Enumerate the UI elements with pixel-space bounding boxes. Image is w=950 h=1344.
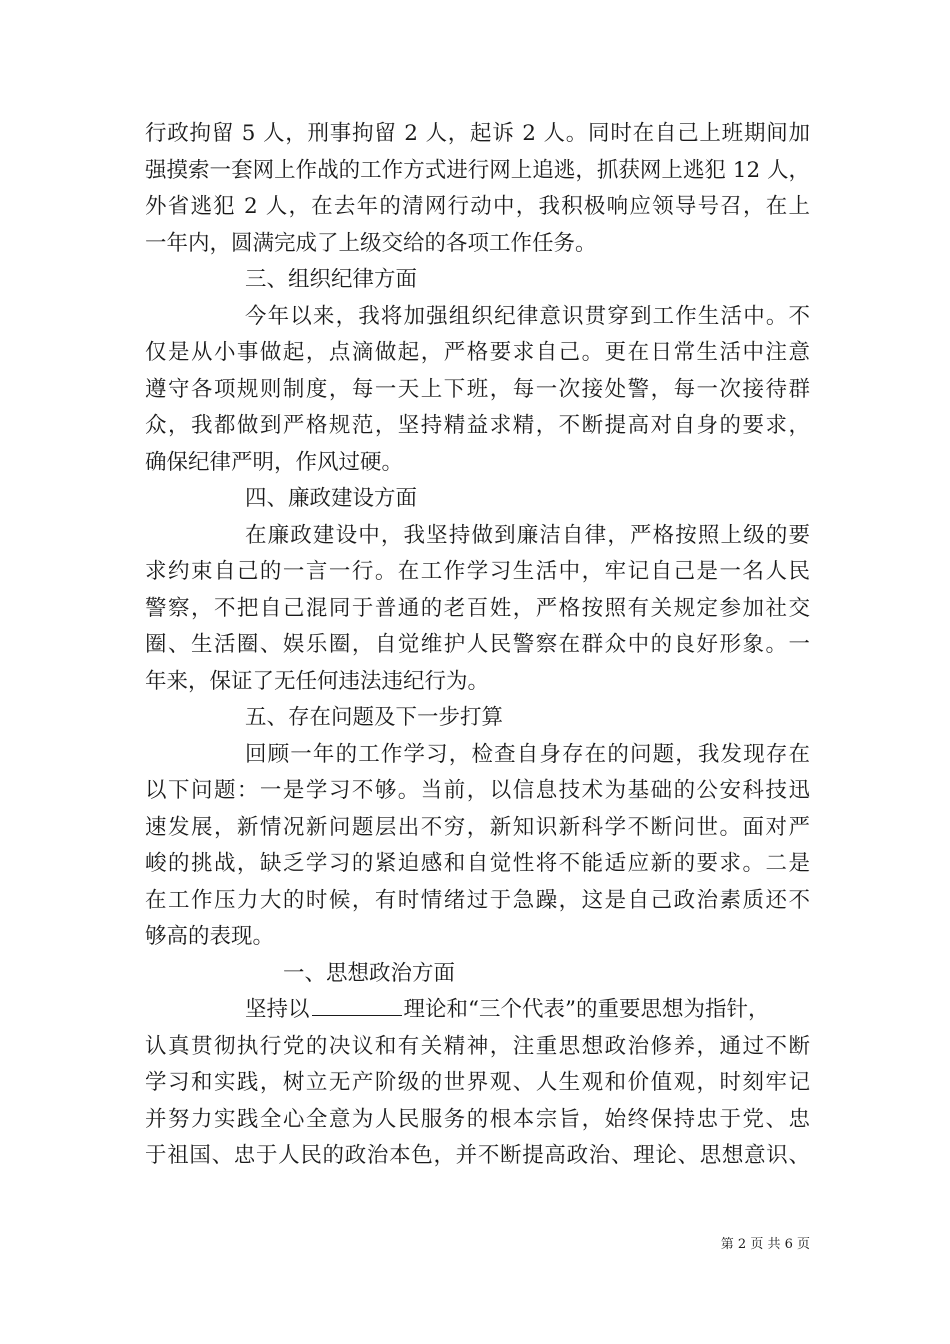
- body-line: 在工作压力大的时候，有时情绪过于急躁，这是自己政治素质还不: [145, 887, 810, 913]
- body-line: 回顾一年的工作学习，检查自身存在的问题，我发现存在: [245, 741, 810, 767]
- body-line: 外省逃犯 2 人，在去年的清网行动中，我积极响应领导号召，在上: [145, 194, 810, 219]
- body-line: 遵守各项规则制度，每一天上下班，每一次接处警，每一次接待群: [145, 376, 810, 402]
- body-line: 在廉政建设中，我坚持做到廉洁自律，严格按照上级的要: [245, 522, 810, 548]
- body-line: 峻的挑战，缺乏学习的紧迫感和自觉性将不能适应新的要求。二是: [145, 851, 810, 876]
- section-heading: 五、存在问题及下一步打算: [245, 705, 504, 730]
- body-line: 以下问题：一是学习不够。当前，以信息技术为基础的公安科技迅: [145, 778, 810, 803]
- section-heading: 四、廉政建设方面: [245, 486, 418, 511]
- document-body: [145, 116, 810, 1175]
- section-heading: 三、组织纪律方面: [245, 267, 418, 292]
- body-line: 仅是从小事做起，点滴做起，严格要求自己。更在日常生活中注意: [145, 340, 810, 365]
- body-line: 学习和实践，树立无产阶级的世界观、人生观和价值观，时刻牢记: [145, 1070, 810, 1095]
- body-line: 确保纪律严明，作风过硬。: [145, 449, 404, 475]
- body-line: 警察，不把自己混同于普通的老百姓，严格按照有关规定参加社交: [145, 595, 810, 621]
- body-line: 强摸索一套网上作战的工作方式进行网上追逃，抓获网上逃犯 12 人，: [145, 157, 810, 183]
- section-heading: 一、思想政治方面: [283, 960, 456, 986]
- body-line-with-blank: [145, 992, 810, 1029]
- body-text-before-blank: 坚持以: [245, 997, 310, 1022]
- body-line: 众，我都做到严格规范，坚持精益求精，不断提高对自身的要求，: [145, 413, 810, 438]
- body-line: 行政拘留 5 人，刑事拘留 2 人，起诉 2 人。同时在自己上班期间加: [145, 121, 810, 146]
- body-line: 年来，保证了无任何违法违纪行为。: [145, 668, 490, 694]
- body-text-after-blank: 理论和“三个代表”的重要思想为指针，: [403, 997, 770, 1022]
- body-line: 速发展，新情况新问题层出不穷，新知识新科学不断问世。面对严: [145, 814, 810, 840]
- body-line: 圈、生活圈、娱乐圈，自觉维护人民警察在群众中的良好形象。一: [145, 632, 810, 657]
- body-line: 认真贯彻执行党的决议和有关精神，注重思想政治修养，通过不断: [145, 1033, 810, 1059]
- body-line: 今年以来，我将加强组织纪律意识贯穿到工作生活中。不: [245, 303, 810, 329]
- body-line: 于祖国、忠于人民的政治本色，并不断提高政治、理论、思想意识、: [145, 1143, 810, 1168]
- body-line: 够高的表现。: [145, 924, 275, 949]
- body-line: 并努力实践全心全意为人民服务的根本宗旨，始终保持忠于党、忠: [145, 1106, 810, 1132]
- body-line: 一年内，圆满完成了上级交给的各项工作任务。: [145, 230, 597, 256]
- body-line: 求约束自己的一言一行。在工作学习生活中，牢记自己是一名人民: [145, 559, 810, 584]
- page-number: 第 2 页 共 6 页: [720, 1237, 810, 1252]
- fill-in-blank: [312, 997, 402, 1016]
